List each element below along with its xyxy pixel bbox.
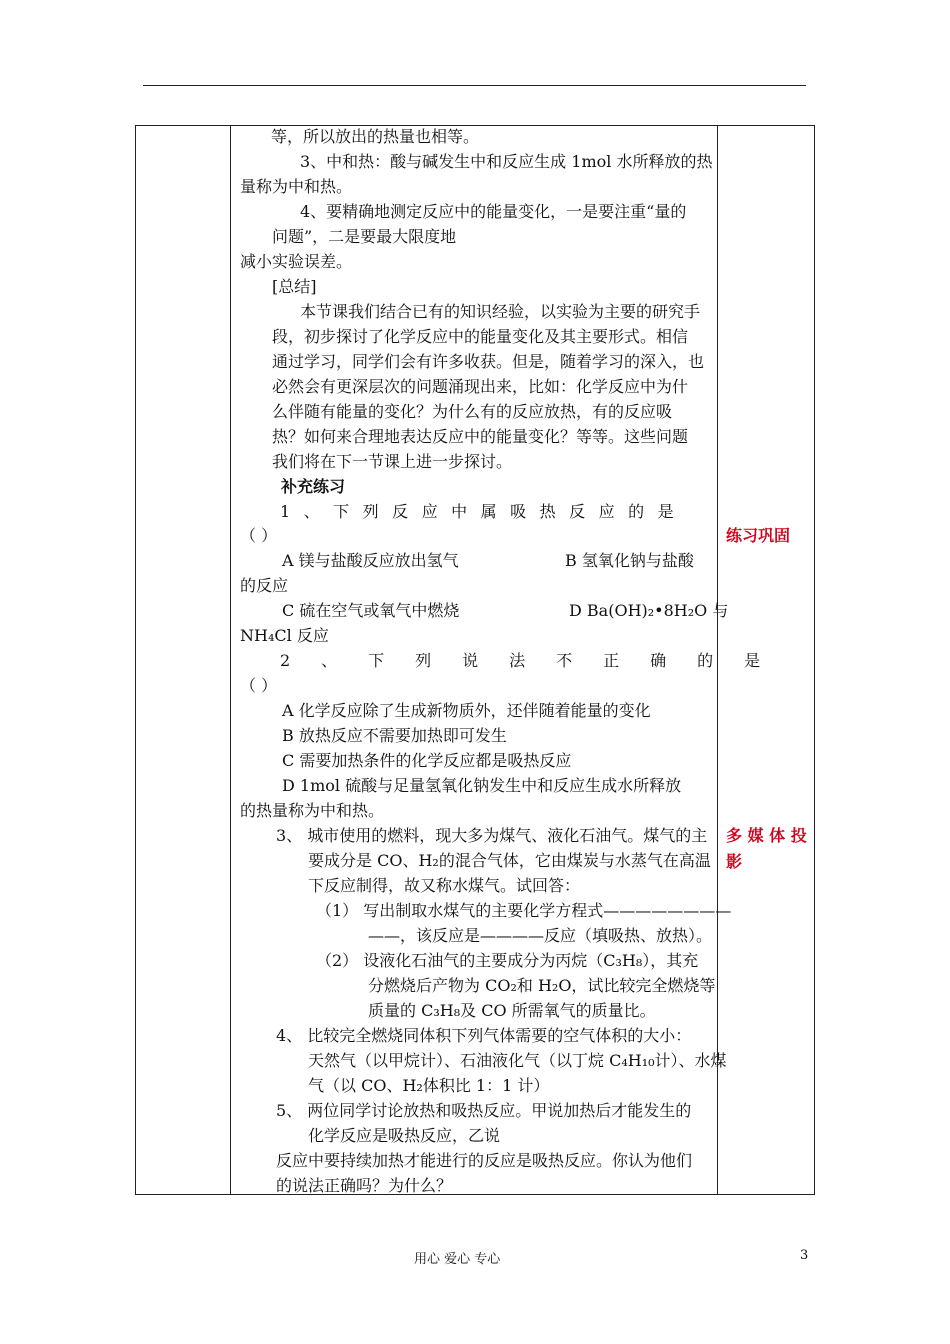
text-line: 下反应制得，故又称水煤气。试回答： — [308, 876, 581, 895]
text-line: 问题”，二是要最大限度地 — [272, 227, 457, 246]
text-line: 通过学习，同学们会有许多收获。但是，随着学习的深入，也 — [272, 352, 705, 371]
option-d-cont: NH₄Cl 反应 — [240, 626, 329, 645]
option-a: A 镁与盐酸反应放出氢气 — [282, 551, 459, 570]
option-d: D 1mol 硫酸与足量氢氧化钠发生中和反应生成水所释放 — [282, 776, 682, 795]
text-line: 必然会有更深层次的问题涌现出来，比如：化学反应中为什 — [272, 377, 689, 396]
side-label-practice: 练习巩固 — [726, 526, 791, 545]
option-c: C 硫在空气或氧气中燃烧 — [282, 601, 460, 620]
text-line: 我们将在下一节课上进一步探讨。 — [272, 452, 513, 471]
text-line: 段，初步探讨了化学反应中的能量变化及其主要形式。相信 — [272, 327, 689, 346]
question-1: 1、下列反应中属吸热反应的是 — [280, 502, 688, 521]
option-b-cont: 的反应 — [240, 576, 289, 595]
text-line: 本节课我们结合已有的知识经验，以实验为主要的研究手 — [300, 302, 701, 321]
page-number: 3 — [800, 1248, 809, 1263]
text-line: 化学反应是吸热反应，乙说 — [308, 1126, 501, 1145]
text-line: 量称为中和热。 — [240, 177, 353, 196]
text-line: 反应中要持续加热才能进行的反应是吸热反应。你认为他们 — [276, 1151, 693, 1170]
text-line: 的说法正确吗？为什么？ — [276, 1176, 453, 1195]
option-d-cont: 的热量称为中和热。 — [240, 801, 385, 820]
side-label-multimedia: 多 媒 体 投 — [726, 826, 807, 845]
table-divider-left — [230, 125, 231, 1195]
header-rule — [143, 85, 806, 86]
option-b: B 放热反应不需要加热即可发生 — [282, 726, 507, 745]
footer-motto: 用心 爱心 专心 — [414, 1252, 501, 1267]
question-2: 2、下列说法不正确的是 — [280, 651, 792, 670]
option-d: D Ba(OH)₂•8H₂O 与 — [569, 601, 729, 620]
text-line: 气（以 CO、H₂体积比 1：1 计） — [308, 1076, 550, 1095]
text-line: 天然气（以甲烷计）、石油液化气（以丁烷 C₄H₁₀计）、水煤 — [308, 1051, 727, 1070]
text-line: ——，该反应是————反应（填吸热、放热）。 — [368, 926, 713, 945]
option-a: A 化学反应除了生成新物质外，还伴随着能量的变化 — [282, 701, 651, 720]
sub-question-1: （1） 写出制取水煤气的主要化学方程式———————— — [316, 901, 732, 920]
text-line: 分燃烧后产物为 CO₂和 H₂O，试比较完全燃烧等 — [368, 976, 716, 995]
option-c: C 需要加热条件的化学反应都是吸热反应 — [282, 751, 572, 770]
text-line: 质量的 C₃H₈及 CO 所需氧气的质量比。 — [368, 1001, 656, 1020]
section-label: [总结] — [272, 277, 317, 296]
text-line: 么伴随有能量的变化？为什么有的反应放热，有的反应吸 — [272, 402, 673, 421]
text-line: 等，所以放出的热量也相等。 — [271, 127, 480, 146]
question-3: 3、 城市使用的燃料，现大多为煤气、液化石油气。煤气的主 — [276, 826, 708, 845]
answer-blank: （ ） — [240, 526, 278, 545]
option-b: B 氢氧化钠与盐酸 — [565, 551, 694, 570]
sub-question-2: （2） 设液化石油气的主要成分为丙烷（C₃H₈），其充 — [316, 951, 699, 970]
answer-blank: （ ） — [240, 676, 278, 695]
side-label-multimedia-cont: 影 — [726, 852, 743, 871]
text-line: 要成分是 CO、H₂的混合气体，它由煤炭与水蒸气在高温 — [308, 851, 711, 870]
question-4: 4、 比较完全燃烧同体积下列气体需要的空气体积的大小： — [276, 1026, 692, 1045]
text-line: 3、中和热：酸与碱发生中和反应生成 1mol 水所释放的热 — [300, 152, 713, 171]
text-line: 热？如何来合理地表达反应中的能量变化？等等。这些问题 — [272, 427, 689, 446]
question-5: 5、 两位同学讨论放热和吸热反应。甲说加热后才能发生的 — [276, 1101, 692, 1120]
section-heading: 补充练习 — [281, 477, 346, 496]
text-line: 4、要精确地测定反应中的能量变化，一是要注重“量的 — [300, 202, 687, 221]
text-line: 减小实验误差。 — [240, 252, 353, 271]
